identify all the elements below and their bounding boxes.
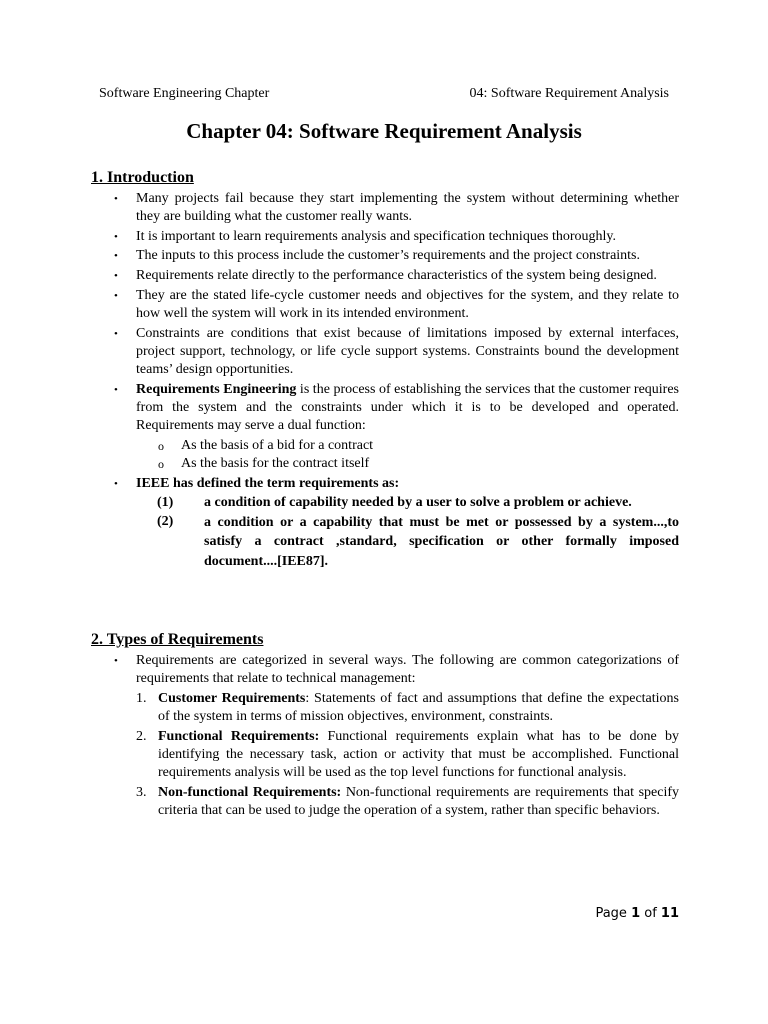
footer-page-total: 11 (660, 906, 679, 921)
bullet-item (112, 325, 679, 380)
sub-bullet-item (112, 455, 679, 473)
item-number: 2. (136, 728, 147, 744)
section-heading-introduction: 1. Introduction (91, 169, 194, 186)
bullet-icon: • (114, 230, 118, 243)
types-of-requirements-body (112, 652, 679, 822)
bullet-icon: • (114, 383, 118, 396)
numbered-item-functional-requirements (112, 728, 679, 783)
footer-page-word: Page (595, 906, 632, 921)
section-heading-types-of-requirements: 2. Types of Requirements (91, 631, 264, 648)
ieee-item-text: a condition or a capability that must be met or possessed by a system...,to satisfy a contract ,standard, specification or other formally imposed document....[IEE87]. (204, 514, 679, 569)
bullet-icon: • (114, 270, 118, 283)
bullet-text: Many projects fail because they start implementing the system without determining whether they are building what the customer really wants. (136, 191, 679, 225)
item-term: Functional Requirements: (158, 728, 320, 744)
ieee-item-number: (2) (157, 513, 174, 529)
ieee-item-number: (1) (157, 495, 174, 511)
bullet-text: Requirements are categorized in several ways. The following are common categorizations of requirements that relate to technical management: (136, 653, 679, 687)
bullet-icon: • (114, 477, 118, 490)
numbered-item-customer-requirements (112, 690, 679, 727)
footer-page-number: 1 (631, 906, 641, 921)
bullet-item (112, 247, 679, 265)
bullet-icon: • (114, 289, 118, 302)
bullet-item-ieee (112, 475, 679, 493)
bullet-item (112, 228, 679, 246)
bullet-text: The inputs to this process include the customer’s requirements and the project constraints. (136, 248, 641, 264)
bullet-icon: • (114, 655, 118, 667)
item-term: Customer Requirements (158, 690, 306, 706)
circle-bullet-icon: o (158, 457, 164, 472)
bullet-text: Requirements relate directly to the performance characteristics of the system being designed. (136, 268, 657, 284)
sub-bullet-item (112, 437, 679, 455)
item-number: 3. (136, 784, 147, 800)
item-text: Non-functional requirements are requirements that specify criteria that can be used to judge the operation of a system, rather than specific behaviors. (158, 784, 679, 819)
bullet-text: They are the stated life-cycle customer needs and objectives for the system, and they relate to how well the system will work in its intended environment. (136, 287, 679, 321)
sub-bullet-text: As the basis for the contract itself (181, 456, 370, 472)
term-requirements-engineering: Requirements Engineering (136, 381, 297, 397)
bullet-text: is the process of establishing the services that the customer requires from the system and the constraints under which it is to be developed and operated. Requirements may serve a dual function: (136, 381, 679, 434)
bullet-item (112, 287, 679, 324)
bullet-item-requirements-engineering (112, 381, 679, 436)
ieee-definition-item (112, 513, 679, 572)
bullet-icon: • (114, 250, 118, 263)
item-text: Functional requirements explain what has to be done by identifying the necessary task, action or activity that must be accomplished. Functional requirements analysis will be used as the top level functions for functional analysis. (158, 728, 679, 781)
running-header (99, 86, 669, 102)
footer-of-word: of (640, 906, 661, 921)
item-number: 1. (136, 690, 147, 706)
circle-bullet-icon: o (158, 438, 164, 453)
ieee-definition-item (112, 494, 679, 512)
bullet-item (112, 190, 679, 227)
header-right: 04: Software Requirement Analysis (469, 86, 669, 101)
chapter-title: Chapter 04: Software Requirement Analysis (186, 119, 582, 143)
page-footer (595, 906, 679, 921)
bullet-icon: • (114, 193, 118, 205)
bullet-text: It is important to learn requirements analysis and specification techniques thoroughly. (136, 228, 617, 244)
ieee-item-text: a condition of capability needed by a user to solve a problem or achieve. (204, 495, 632, 511)
numbered-item-non-functional-requirements (112, 784, 679, 821)
sub-bullet-text: As the basis of a bid for a contract (181, 437, 374, 453)
introduction-body (112, 190, 679, 571)
bullet-text: Constraints are conditions that exist because of limitations imposed by external interfaces, project support, technology, or life cycle support systems. Constraints bound the development teams’ design opportunities. (136, 325, 679, 378)
bullet-text: IEEE has defined the term requirements as: (136, 475, 400, 491)
bullet-item (112, 267, 679, 285)
item-term: Non-functional Requirements: (158, 784, 342, 800)
bullet-item (112, 652, 679, 689)
item-text: : Statements of fact and assumptions that define the expectations of the system in terms of mission objectives, environment, constraints. (158, 690, 679, 725)
header-left: Software Engineering Chapter (99, 86, 270, 101)
bullet-icon: • (114, 327, 118, 340)
